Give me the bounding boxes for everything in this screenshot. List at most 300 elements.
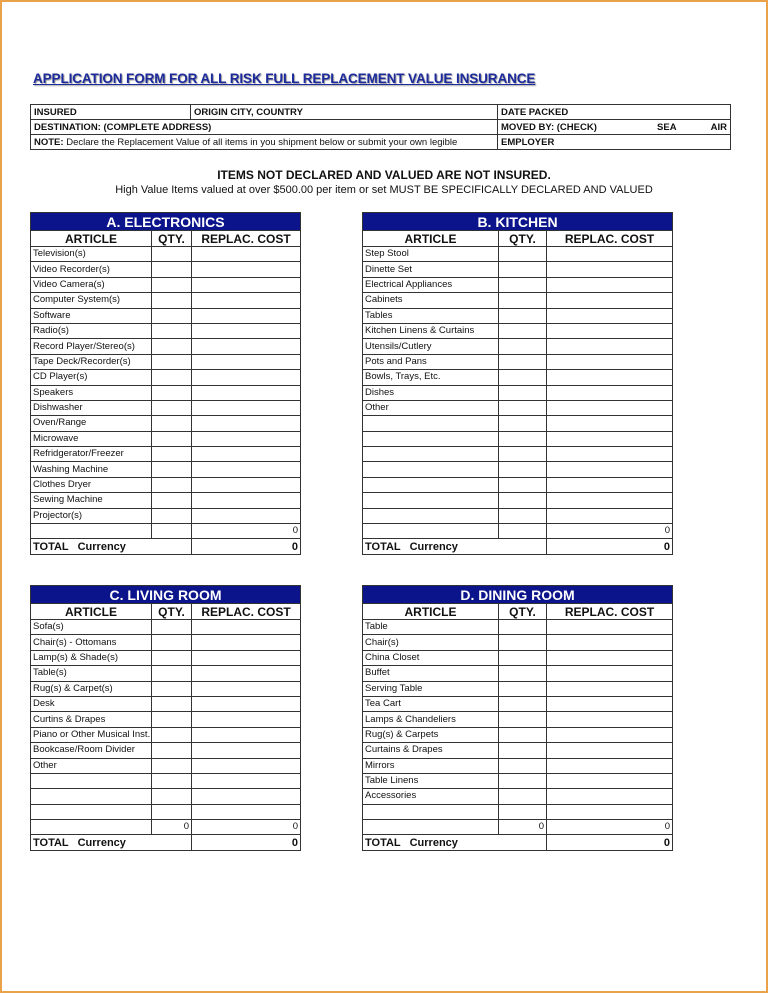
article-cell	[363, 416, 499, 431]
sum-qty	[152, 524, 192, 539]
table-row	[363, 247, 673, 262]
qty-cell[interactable]	[499, 635, 547, 650]
table-row	[31, 727, 301, 742]
article-cell	[363, 431, 499, 446]
article-cell: Clothes Dryer	[31, 477, 152, 492]
table-row	[363, 400, 673, 415]
qty-cell[interactable]	[499, 370, 547, 385]
table-row	[31, 293, 301, 308]
cost-cell[interactable]	[192, 308, 301, 323]
sum-row	[31, 524, 301, 539]
qty-cell[interactable]	[152, 650, 192, 665]
table-row	[363, 477, 673, 492]
qty-cell[interactable]	[499, 277, 547, 292]
article-cell: Lamps & Chandeliers	[363, 712, 499, 727]
cost-cell[interactable]	[547, 681, 673, 696]
qty-cell[interactable]	[152, 462, 192, 477]
sum-row	[363, 820, 673, 835]
article-cell: Curtains & Drapes	[363, 743, 499, 758]
qty-cell[interactable]	[499, 447, 547, 462]
section-title: B. KITCHEN	[363, 213, 673, 231]
total-row	[363, 539, 673, 555]
article-cell: Bookcase/Room Divider	[31, 743, 152, 758]
qty-cell[interactable]	[152, 727, 192, 742]
table-row	[363, 620, 673, 635]
table-row	[31, 400, 301, 415]
qty-cell[interactable]	[499, 339, 547, 354]
total-value: 0	[192, 835, 301, 851]
qty-cell[interactable]	[499, 743, 547, 758]
article-cell: Desk	[31, 696, 152, 711]
qty-cell[interactable]	[152, 743, 192, 758]
moved-by-label: MOVED BY: (CHECK)	[498, 120, 645, 135]
article-cell: Table	[363, 620, 499, 635]
cost-cell[interactable]	[547, 773, 673, 788]
table-row	[31, 650, 301, 665]
cost-cell[interactable]	[192, 743, 301, 758]
cost-cell[interactable]	[547, 620, 673, 635]
origin-field[interactable]: ORIGIN CITY, COUNTRY	[191, 105, 498, 120]
table-row	[363, 635, 673, 650]
article-cell: Chair(s)	[363, 635, 499, 650]
table-row	[363, 743, 673, 758]
qty-cell[interactable]	[152, 508, 192, 523]
cost-cell[interactable]	[192, 493, 301, 508]
qty-cell[interactable]	[499, 650, 547, 665]
article-cell: Tables	[363, 308, 499, 323]
total-label: TOTAL Currency	[363, 539, 547, 555]
col-article: ARTICLE	[31, 604, 152, 620]
table-row	[363, 727, 673, 742]
article-cell: Projector(s)	[31, 508, 152, 523]
table-row	[31, 277, 301, 292]
qty-cell[interactable]	[152, 354, 192, 369]
qty-cell[interactable]	[499, 727, 547, 742]
sum-row	[31, 820, 301, 835]
section-electronics-table	[30, 212, 301, 555]
qty-cell[interactable]	[152, 339, 192, 354]
article-cell: Dishwasher	[31, 400, 152, 415]
qty-cell[interactable]	[499, 712, 547, 727]
qty-cell[interactable]	[152, 416, 192, 431]
sum-cost: 0	[192, 820, 301, 835]
article-cell: Other	[363, 400, 499, 415]
qty-cell[interactable]	[152, 493, 192, 508]
qty-cell[interactable]	[152, 666, 192, 681]
table-row	[31, 508, 301, 523]
qty-cell[interactable]	[499, 462, 547, 477]
article-cell	[363, 447, 499, 462]
table-row	[31, 712, 301, 727]
qty-cell[interactable]	[152, 477, 192, 492]
cost-cell[interactable]	[192, 758, 301, 773]
table-row	[31, 385, 301, 400]
cost-cell[interactable]	[192, 339, 301, 354]
header-info-table	[30, 104, 731, 150]
table-row	[31, 666, 301, 681]
article-cell: Radio(s)	[31, 323, 152, 338]
sum-qty: 0	[499, 820, 547, 835]
total-row	[31, 539, 301, 555]
table-row	[363, 385, 673, 400]
cost-cell[interactable]	[547, 262, 673, 277]
qty-cell[interactable]	[152, 293, 192, 308]
cost-cell[interactable]	[547, 666, 673, 681]
cost-cell[interactable]	[192, 804, 301, 819]
article-cell: Lamp(s) & Shade(s)	[31, 650, 152, 665]
qty-cell[interactable]	[499, 247, 547, 262]
date-packed-field[interactable]: DATE PACKED	[498, 105, 731, 120]
article-cell	[363, 493, 499, 508]
qty-cell[interactable]	[499, 385, 547, 400]
qty-cell[interactable]	[499, 477, 547, 492]
cost-cell[interactable]	[192, 431, 301, 446]
cost-cell[interactable]	[192, 508, 301, 523]
cost-cell[interactable]	[192, 681, 301, 696]
table-row	[31, 773, 301, 788]
cost-cell[interactable]	[192, 370, 301, 385]
article-cell: Buffet	[363, 666, 499, 681]
col-qty: QTY.	[152, 231, 192, 247]
article-cell: Refridgerator/Freezer	[31, 447, 152, 462]
qty-cell[interactable]	[152, 789, 192, 804]
qty-cell[interactable]	[499, 773, 547, 788]
table-row	[31, 477, 301, 492]
air-option[interactable]: AIR	[690, 120, 731, 135]
article-cell: Television(s)	[31, 247, 152, 262]
insured-field[interactable]: INSURED	[31, 105, 191, 120]
qty-cell[interactable]	[152, 277, 192, 292]
cost-cell[interactable]	[192, 416, 301, 431]
qty-cell[interactable]	[499, 493, 547, 508]
col-article: ARTICLE	[31, 231, 152, 247]
cost-cell[interactable]	[547, 650, 673, 665]
total-label: TOTAL Currency	[31, 539, 192, 555]
article-cell: Table Linens	[363, 773, 499, 788]
article-cell: Microwave	[31, 431, 152, 446]
article-cell: Rug(s) & Carpet(s)	[31, 681, 152, 696]
article-cell: Kitchen Linens & Curtains	[363, 323, 499, 338]
total-value: 0	[192, 539, 301, 555]
form-title: APPLICATION FORM FOR ALL RISK FULL REPLACEMENT VALUE INSURANCE	[33, 71, 536, 86]
qty-cell[interactable]	[499, 262, 547, 277]
qty-cell[interactable]	[499, 323, 547, 338]
article-cell: Cabinets	[363, 293, 499, 308]
table-row	[31, 743, 301, 758]
qty-cell[interactable]	[499, 416, 547, 431]
article-cell: Dinette Set	[363, 262, 499, 277]
article-cell: Computer System(s)	[31, 293, 152, 308]
cost-cell[interactable]	[192, 385, 301, 400]
cost-cell[interactable]	[192, 477, 301, 492]
article-cell: China Closet	[363, 650, 499, 665]
cost-cell[interactable]	[547, 308, 673, 323]
article-cell: Sofa(s)	[31, 620, 152, 635]
qty-cell[interactable]	[499, 354, 547, 369]
qty-cell[interactable]	[499, 789, 547, 804]
cost-cell[interactable]	[547, 247, 673, 262]
article-cell: Utensils/Cutlery	[363, 339, 499, 354]
qty-cell[interactable]	[152, 447, 192, 462]
note-cell	[31, 135, 498, 150]
cost-cell[interactable]	[547, 508, 673, 523]
article-cell: Rug(s) & Carpets	[363, 727, 499, 742]
article-cell: Table(s)	[31, 666, 152, 681]
section-dining-room-table	[362, 585, 673, 851]
article-cell: Step Stool	[363, 247, 499, 262]
cost-cell[interactable]	[547, 447, 673, 462]
table-row	[363, 370, 673, 385]
cost-cell[interactable]	[547, 293, 673, 308]
cost-cell[interactable]	[192, 773, 301, 788]
qty-cell[interactable]	[499, 804, 547, 819]
table-row	[31, 416, 301, 431]
table-row	[363, 323, 673, 338]
article-cell	[363, 462, 499, 477]
table-row	[31, 308, 301, 323]
cost-cell[interactable]	[192, 447, 301, 462]
article-cell: Bowls, Trays, Etc.	[363, 370, 499, 385]
cost-cell[interactable]	[192, 262, 301, 277]
article-cell: Tea Cart	[363, 696, 499, 711]
sum-qty: 0	[152, 820, 192, 835]
cost-cell[interactable]	[547, 416, 673, 431]
table-row	[363, 339, 673, 354]
qty-cell[interactable]	[499, 758, 547, 773]
table-row	[363, 462, 673, 477]
qty-cell[interactable]	[152, 804, 192, 819]
col-qty: QTY.	[152, 604, 192, 620]
table-row	[31, 635, 301, 650]
cost-cell[interactable]	[547, 385, 673, 400]
cost-cell[interactable]	[192, 650, 301, 665]
cost-cell[interactable]	[192, 400, 301, 415]
table-row	[363, 712, 673, 727]
cost-cell[interactable]	[192, 712, 301, 727]
article-cell: Software	[31, 308, 152, 323]
qty-cell[interactable]	[152, 262, 192, 277]
section-living-room-table	[30, 585, 301, 851]
cost-cell[interactable]	[547, 743, 673, 758]
table-row	[363, 508, 673, 523]
table-row	[363, 493, 673, 508]
cost-cell[interactable]	[547, 277, 673, 292]
cost-cell[interactable]	[547, 789, 673, 804]
article-cell	[363, 820, 499, 835]
warning-text: ITEMS NOT DECLARED AND VALUED ARE NOT INSURED.	[217, 168, 551, 182]
cost-cell[interactable]	[547, 635, 673, 650]
article-cell: CD Player(s)	[31, 370, 152, 385]
article-cell: Video Recorder(s)	[31, 262, 152, 277]
article-cell: Tape Deck/Recorder(s)	[31, 354, 152, 369]
table-row	[31, 758, 301, 773]
cost-cell[interactable]	[547, 339, 673, 354]
cost-cell[interactable]	[547, 758, 673, 773]
subwarning-text: High Value Items valued at over $500.00 per item or set MUST BE SPECIFICALLY DECLARED AND VALUED	[115, 184, 653, 196]
article-cell: Washing Machine	[31, 462, 152, 477]
qty-cell[interactable]	[152, 323, 192, 338]
table-row	[31, 789, 301, 804]
table-row	[31, 696, 301, 711]
article-cell	[363, 508, 499, 523]
qty-cell[interactable]	[152, 400, 192, 415]
article-cell	[31, 773, 152, 788]
cost-cell[interactable]	[547, 370, 673, 385]
qty-cell[interactable]	[499, 681, 547, 696]
table-row	[31, 462, 301, 477]
table-row	[31, 262, 301, 277]
cost-cell[interactable]	[547, 400, 673, 415]
cost-cell[interactable]	[547, 727, 673, 742]
table-row	[363, 804, 673, 819]
cost-cell[interactable]	[547, 712, 673, 727]
table-row	[363, 447, 673, 462]
article-cell	[31, 820, 152, 835]
section-title: C. LIVING ROOM	[31, 586, 301, 604]
cost-cell[interactable]	[547, 477, 673, 492]
col-qty: QTY.	[499, 231, 547, 247]
qty-cell[interactable]	[152, 635, 192, 650]
qty-cell[interactable]	[152, 370, 192, 385]
cost-cell[interactable]	[192, 354, 301, 369]
cost-cell[interactable]	[192, 727, 301, 742]
col-cost: REPLAC. COST	[547, 231, 673, 247]
total-row	[363, 835, 673, 851]
article-cell: Piano or Other Musical Inst.	[31, 727, 152, 742]
note-text: Declare the Replacement Value of all items in you shipment below or submit your own legible	[63, 136, 458, 148]
cost-cell[interactable]	[547, 354, 673, 369]
table-row	[363, 758, 673, 773]
total-value: 0	[547, 539, 673, 555]
col-cost: REPLAC. COST	[192, 604, 301, 620]
qty-cell[interactable]	[152, 620, 192, 635]
qty-cell[interactable]	[499, 620, 547, 635]
article-cell	[31, 804, 152, 819]
section-kitchen-table	[362, 212, 673, 555]
sum-cost: 0	[547, 820, 673, 835]
note-label: NOTE:	[34, 136, 64, 148]
cost-cell[interactable]	[547, 431, 673, 446]
qty-cell[interactable]	[152, 696, 192, 711]
total-label: TOTAL Currency	[31, 835, 192, 851]
table-row	[31, 354, 301, 369]
table-row	[31, 447, 301, 462]
col-qty: QTY.	[499, 604, 547, 620]
table-row	[31, 493, 301, 508]
cost-cell[interactable]	[192, 666, 301, 681]
table-row	[363, 431, 673, 446]
cost-cell[interactable]	[192, 293, 301, 308]
qty-cell[interactable]	[152, 773, 192, 788]
employer-field[interactable]: EMPLOYER	[498, 135, 731, 150]
article-cell: Curtins & Drapes	[31, 712, 152, 727]
sum-row	[363, 524, 673, 539]
article-cell	[363, 804, 499, 819]
cost-cell[interactable]	[547, 804, 673, 819]
sum-qty	[499, 524, 547, 539]
col-article: ARTICLE	[363, 231, 499, 247]
qty-cell[interactable]	[499, 293, 547, 308]
cost-cell[interactable]	[192, 789, 301, 804]
qty-cell[interactable]	[152, 431, 192, 446]
cost-cell[interactable]	[547, 493, 673, 508]
article-cell	[31, 789, 152, 804]
table-row	[363, 277, 673, 292]
cost-cell[interactable]	[192, 620, 301, 635]
article-cell: Sewing Machine	[31, 493, 152, 508]
qty-cell[interactable]	[499, 666, 547, 681]
article-cell: Serving Table	[363, 681, 499, 696]
qty-cell[interactable]	[152, 758, 192, 773]
total-row	[31, 835, 301, 851]
table-row	[363, 696, 673, 711]
article-cell: Electrical Appliances	[363, 277, 499, 292]
total-label: TOTAL Currency	[363, 835, 547, 851]
qty-cell[interactable]	[499, 696, 547, 711]
article-cell: Pots and Pans	[363, 354, 499, 369]
table-row	[31, 339, 301, 354]
col-article: ARTICLE	[363, 604, 499, 620]
cost-cell[interactable]	[547, 696, 673, 711]
qty-cell[interactable]	[152, 681, 192, 696]
cost-cell[interactable]	[192, 696, 301, 711]
cost-cell[interactable]	[547, 462, 673, 477]
article-cell	[363, 524, 499, 539]
qty-cell[interactable]	[152, 385, 192, 400]
table-row	[31, 620, 301, 635]
table-row	[363, 308, 673, 323]
qty-cell[interactable]	[499, 308, 547, 323]
table-row	[31, 323, 301, 338]
table-row	[363, 354, 673, 369]
qty-cell[interactable]	[499, 400, 547, 415]
article-cell: Video Camera(s)	[31, 277, 152, 292]
article-cell: Record Player/Stereo(s)	[31, 339, 152, 354]
article-cell	[363, 477, 499, 492]
qty-cell[interactable]	[499, 431, 547, 446]
qty-cell[interactable]	[152, 308, 192, 323]
qty-cell[interactable]	[152, 247, 192, 262]
cost-cell[interactable]	[192, 247, 301, 262]
table-row	[363, 773, 673, 788]
cost-cell[interactable]	[192, 277, 301, 292]
qty-cell[interactable]	[499, 508, 547, 523]
article-cell	[31, 524, 152, 539]
table-row	[363, 416, 673, 431]
sum-cost: 0	[547, 524, 673, 539]
col-cost: REPLAC. COST	[192, 231, 301, 247]
section-title: D. DINING ROOM	[363, 586, 673, 604]
article-cell: Oven/Range	[31, 416, 152, 431]
article-cell: Other	[31, 758, 152, 773]
qty-cell[interactable]	[152, 712, 192, 727]
cost-cell[interactable]	[192, 323, 301, 338]
table-row	[363, 293, 673, 308]
cost-cell[interactable]	[192, 462, 301, 477]
cost-cell[interactable]	[547, 323, 673, 338]
table-row	[31, 681, 301, 696]
sea-option[interactable]: SEA	[644, 120, 690, 135]
table-row	[31, 247, 301, 262]
destination-field[interactable]: DESTINATION: (COMPLETE ADDRESS)	[31, 120, 498, 135]
table-row	[363, 681, 673, 696]
table-row	[363, 262, 673, 277]
article-cell: Dishes	[363, 385, 499, 400]
article-cell: Speakers	[31, 385, 152, 400]
table-row	[31, 370, 301, 385]
cost-cell[interactable]	[192, 635, 301, 650]
table-row	[31, 431, 301, 446]
